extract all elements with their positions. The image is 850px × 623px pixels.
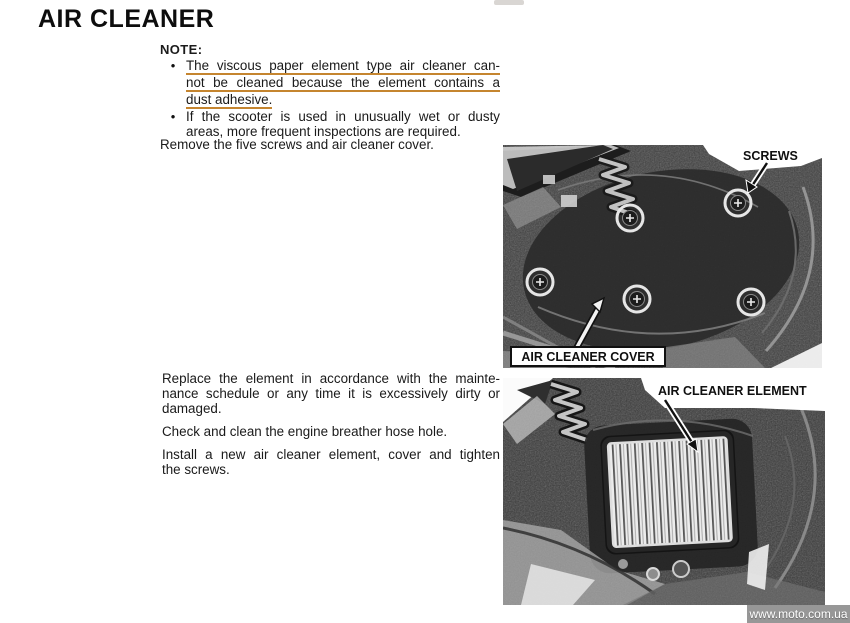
lower-text-block [162,371,500,485]
bolt [647,568,659,580]
note-line: The viscous paper element type air cleaner can- [186,58,500,73]
scan-artifact [494,0,524,5]
note-line: not be cleaned because the element contains a [186,75,500,90]
figure-air-cleaner-cover-photo [503,145,822,368]
bolt [673,561,689,577]
paragraph-line: the screws. [162,462,230,477]
paragraph-line: Remove the five screws and air cleaner cover. [160,137,434,152]
bullet-icon: • [170,109,176,124]
bullet-icon: • [170,58,176,73]
note-bullet-wet-dusty [160,109,500,139]
figure-air-cleaner-element-photo [503,378,825,605]
paragraph-line: nance schedule or any time it is excessively dirty or [162,386,500,401]
cover-label: AIR CLEANER COVER [521,350,655,364]
bolt [618,559,628,569]
note-line: If the scooter is used in unusually wet or dusty [186,109,500,124]
note-line: areas, more frequent inspections are required. [186,124,461,139]
paragraph-install-element [162,447,500,477]
paragraph-remove-screws [160,137,500,152]
paragraph-line: Install a new air cleaner element, cover and tighten [162,447,500,462]
note-list [160,58,500,139]
note-bullet-viscous [160,58,500,109]
watermark: www.moto.com.ua [747,605,850,623]
note-line: dust adhesive. [186,92,273,107]
page-title: AIR CLEANER [38,5,215,33]
note-label: NOTE: [160,42,203,57]
paragraph-line: Check and clean the engine breather hose hole. [162,424,448,439]
screws-label: SCREWS [743,149,798,163]
air-cleaner-element [600,429,740,555]
element-label: AIR CLEANER ELEMENT [658,384,807,398]
paragraph-replace-element [162,371,500,416]
paragraph-check-breather [162,424,500,439]
cover-label-box [511,347,665,366]
paragraph-line: Replace the element in accordance with the mainte- [162,371,500,386]
paragraph-line: damaged. [162,401,222,416]
